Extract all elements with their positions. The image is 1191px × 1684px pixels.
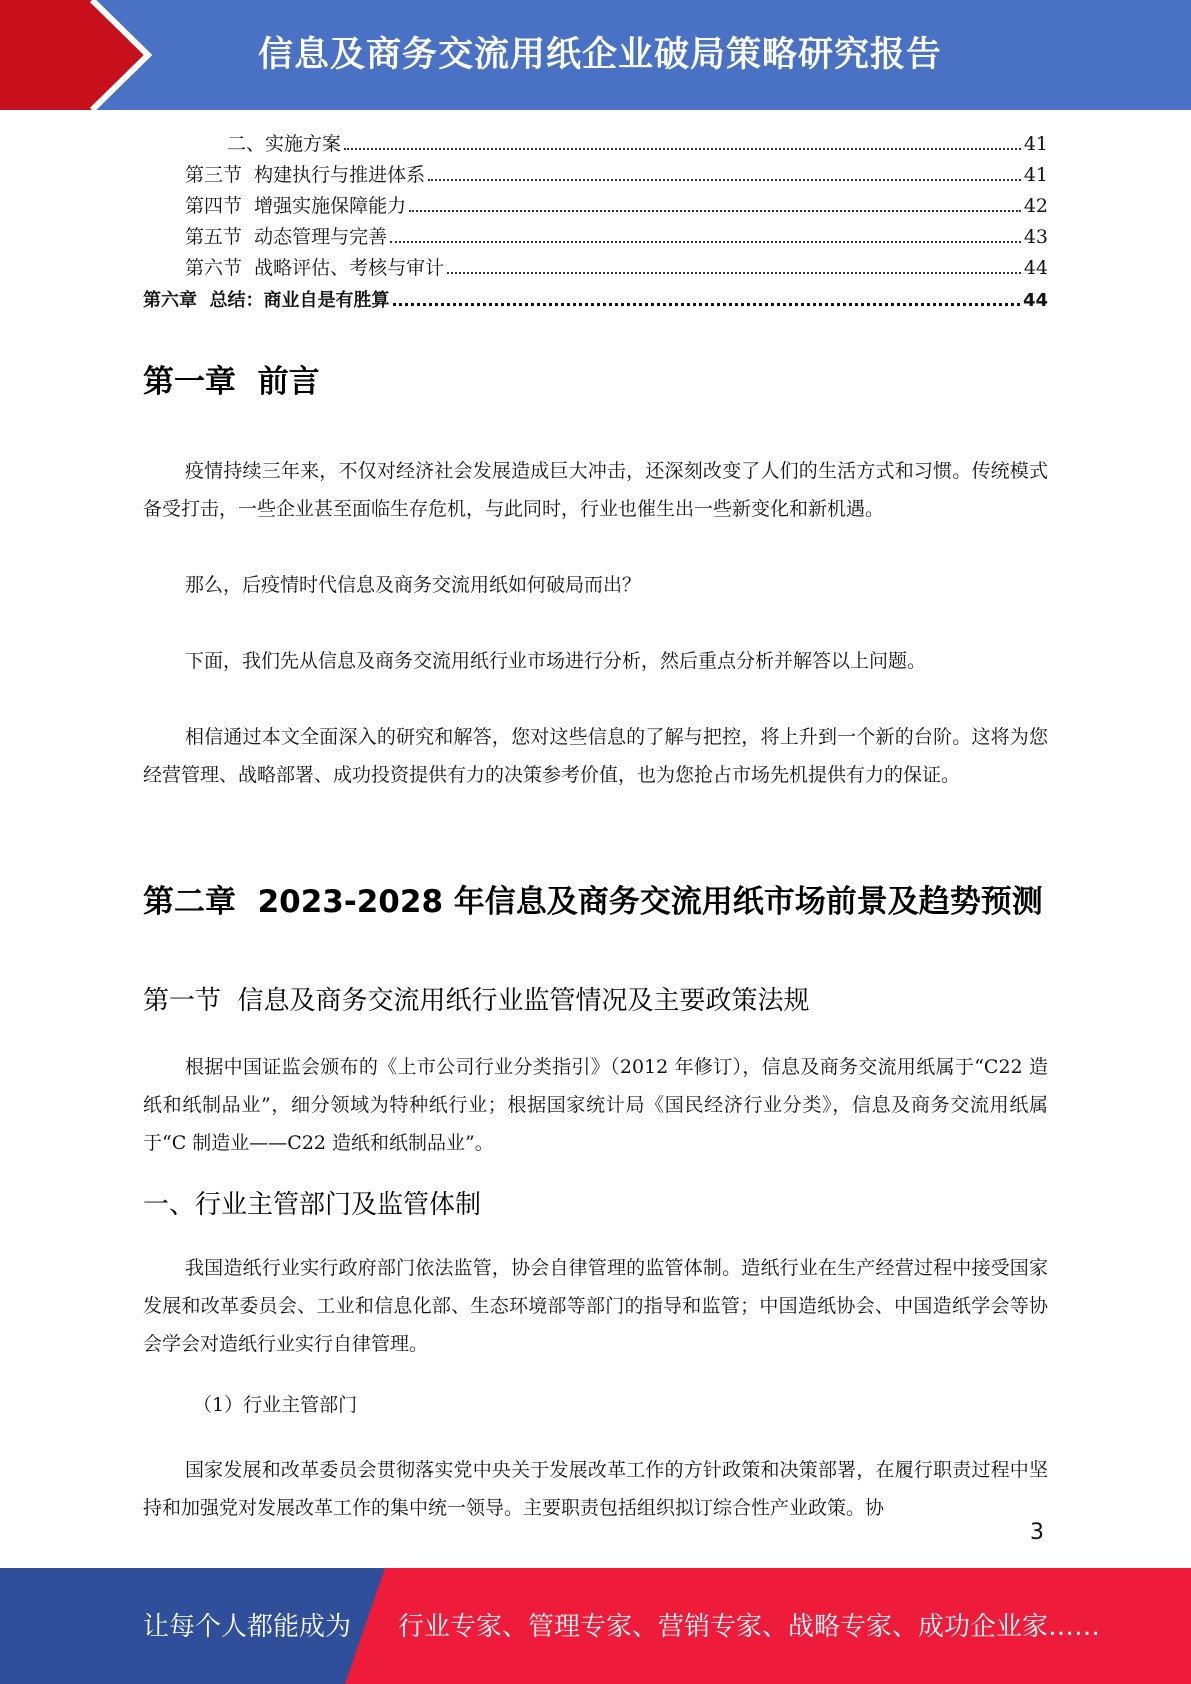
subsection-paragraph: 我国造纸行业实行政府部门依法监管，协会自律管理的监管体制。造纸行业在生产经营过程中接受国家发展和改革委员会、工业和信息化部、生态环境部等部门的指导和监管；中国造纸协会、中国造纸学会等协会学会对造纸行业实行自律管理。 (143, 1257, 1048, 1355)
toc-entry[interactable] (143, 190, 1048, 220)
footer-slogan-right: 行业专家、管理专家、营销专家、战略专家、成功企业家…… (398, 1612, 1101, 1642)
toc-leader-dots (393, 283, 1020, 306)
toc-entry-label: 二、实施方案 (227, 133, 342, 155)
footer-slogan-left: 让每个人都能成为 (143, 1612, 352, 1642)
toc-entry[interactable] (143, 159, 1048, 189)
toc-entry-page: 44 (1022, 290, 1048, 311)
toc-entry-label: 第五节 动态管理与完善 (185, 226, 388, 248)
toc-entry[interactable] (143, 252, 1048, 282)
toc-entry-page: 42 (1023, 195, 1048, 217)
chapter1-paragraph: 疫情持续三年来，不仅对经济社会发展造成巨大冲击，还深刻改变了人们的生活方式和习惯。传统模式备受打击，一些企业甚至面临生存危机，与此同时，行业也催生出一些新变化和新机遇。 (143, 460, 1048, 520)
toc-leader-dots (409, 190, 1021, 212)
toc-entry-page: 41 (1023, 133, 1048, 155)
header-red-arrow-block (0, 0, 160, 110)
toc-leader-dots (447, 252, 1021, 274)
page-footer (0, 1568, 1191, 1684)
page-number: 3 (1030, 1520, 1044, 1545)
toc-entry[interactable] (143, 128, 1048, 158)
section1-paragraph: 根据中国证监会颁布的《上市公司行业分类指引》（2012 年修订），信息及商务交流用纸属于“C22 造纸和纸制品业”，细分领域为特种纸行业；根据国家统计局《国民经济行业分类》，信息及商务交流用纸属于“C 制造业——C22 造纸和纸制品业”。 (143, 1056, 1048, 1154)
toc-entry[interactable] (143, 221, 1048, 251)
toc-leader-dots (344, 128, 1021, 150)
toc-entry[interactable] (143, 283, 1048, 313)
item-paragraph: 国家发展和改革委员会贯彻落实党中央关于发展改革工作的方针政策和决策部署，在履行职责过程中坚持和加强党对发展改革工作的集中统一领导。主要职责包括组织拟订综合性产业政策。协 (143, 1459, 1048, 1519)
chapter1-heading: 第一章 前言 (143, 364, 320, 400)
subsection-heading: 一、行业主管部门及监管体制 (143, 1190, 482, 1220)
toc-leader-dots (428, 159, 1021, 181)
toc-leader-dots (390, 221, 1021, 243)
chapter1-paragraph: 下面，我们先从信息及商务交流用纸行业市场进行分析，然后重点分析并解答以上问题。 (185, 650, 927, 672)
toc-entry-page: 41 (1023, 164, 1048, 186)
toc-entry-label: 第六章 总结：商业自是有胜算 (143, 290, 390, 311)
toc-entry-page: 43 (1023, 226, 1048, 248)
chapter1-paragraph: 那么，后疫情时代信息及商务交流用纸如何破局而出？ (185, 574, 642, 596)
toc-entry-page: 44 (1023, 257, 1048, 279)
report-title: 信息及商务交流用纸企业破局策略研究报告 (258, 35, 943, 75)
chapter1-paragraph: 相信通过本文全面深入的研究和解答，您对这些信息的了解与把控，将上升到一个新的台阶。这将为您经营管理、战略部署、成功投资提供有力的决策参考价值，也为您抢占市场先机提供有力的保证。 (143, 726, 1048, 786)
section1-heading: 第一节 信息及商务交流用纸行业监管情况及主要政策法规 (143, 986, 810, 1016)
toc-entry-label: 第六节 战略评估、考核与审计 (185, 257, 445, 279)
page-header (0, 0, 1191, 110)
chapter2-heading: 第二章 2023-2028 年信息及商务交流用纸市场前景及趋势预测 (143, 884, 1043, 920)
item-label: （1）行业主管部门 (193, 1394, 358, 1416)
toc-entry-label: 第四节 增强实施保障能力 (185, 195, 407, 217)
toc-entry-label: 第三节 构建执行与推进体系 (185, 164, 426, 186)
